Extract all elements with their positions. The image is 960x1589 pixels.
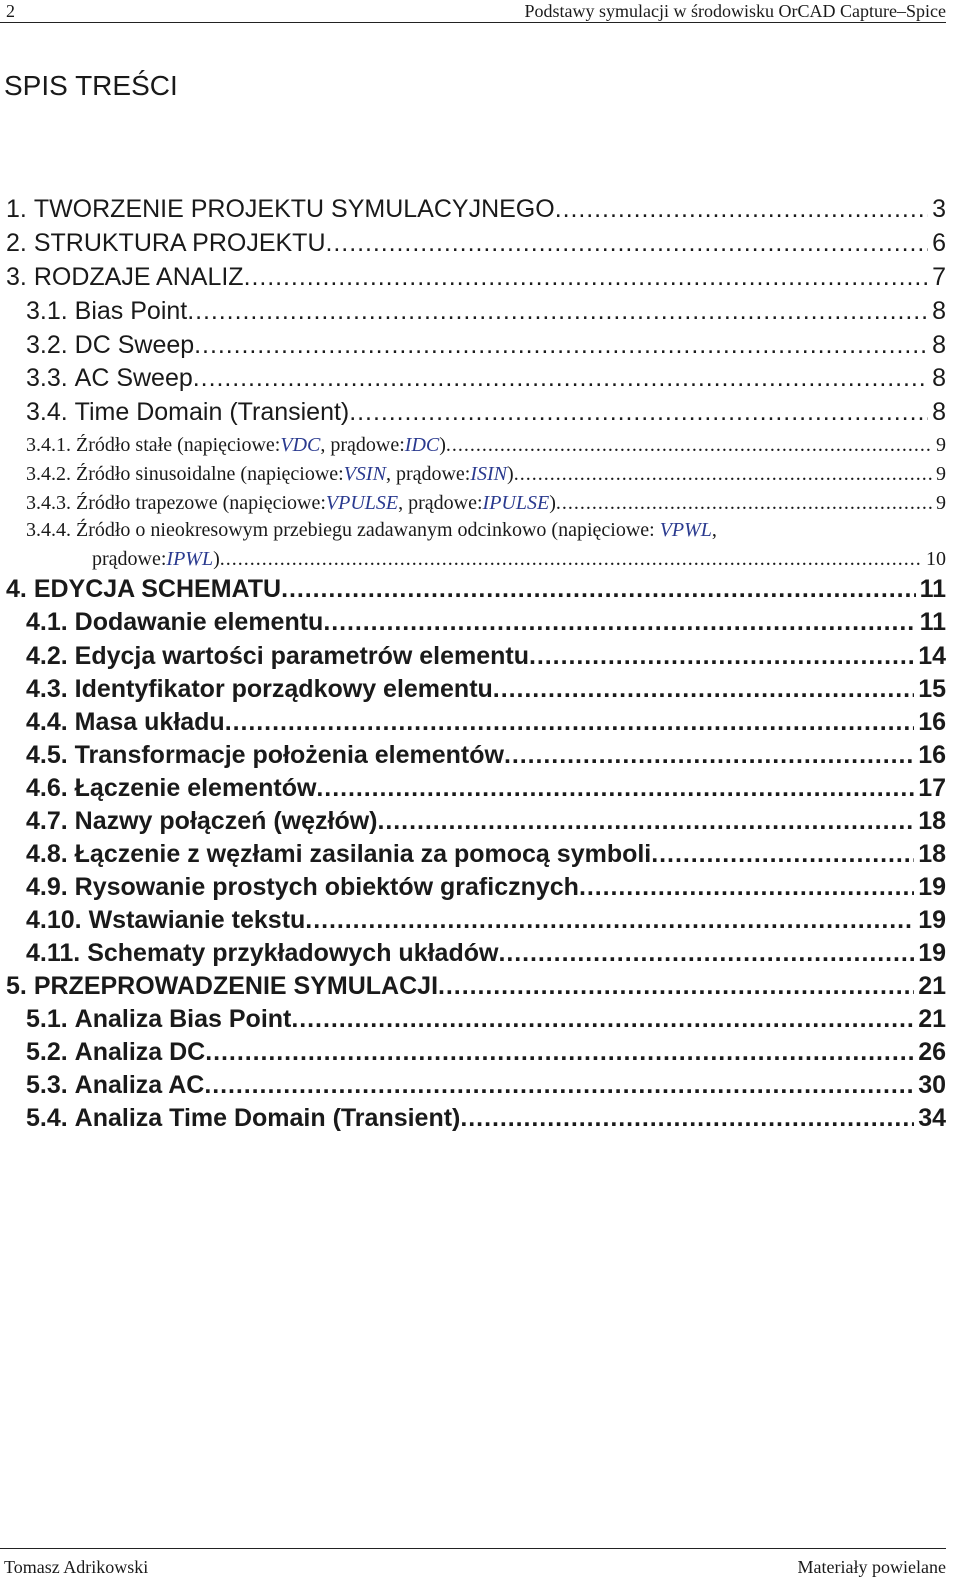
- toc-entry[interactable]: [26, 398, 946, 427]
- toc-entry-number: 4.6.: [26, 774, 68, 802]
- toc-entry[interactable]: [26, 608, 946, 637]
- toc-entry-label: , prądowe:: [320, 434, 405, 456]
- toc-entry[interactable]: [26, 434, 946, 457]
- toc-entry[interactable]: [26, 840, 946, 869]
- toc-entry-page: 8: [932, 364, 946, 392]
- dot-leader: [556, 492, 932, 515]
- page-number: 2: [6, 1, 15, 21]
- toc-entry[interactable]: [26, 807, 946, 836]
- toc-entry[interactable]: [26, 1071, 946, 1100]
- toc-entry[interactable]: [26, 1038, 946, 1067]
- toc-entry-label: ): [549, 492, 556, 514]
- toc-entry[interactable]: [26, 774, 946, 803]
- toc-entry[interactable]: [6, 972, 946, 1001]
- toc-entry-number: 2.: [6, 229, 27, 257]
- toc-entry[interactable]: [26, 463, 946, 486]
- toc-entry[interactable]: [26, 708, 946, 737]
- toc-entry-label: Nazwy połączeń (węzłów): [74, 807, 378, 835]
- toc-entry-label: EDYCJA SCHEMATU: [33, 575, 282, 603]
- toc-entry-page: 7: [932, 263, 946, 291]
- toc-entry-label: Analiza Time Domain (Transient): [74, 1104, 461, 1132]
- toc-entry-page: 8: [932, 331, 946, 359]
- toc-entry[interactable]: [26, 492, 946, 515]
- toc-entry-number: 3.2.: [26, 331, 68, 359]
- current-source-name: IPWL: [166, 548, 214, 570]
- toc-entry-number: 5.1.: [26, 1005, 68, 1033]
- dot-leader: [529, 642, 914, 671]
- toc-entry-continuation[interactable]: [92, 548, 946, 571]
- toc-entry-label: AC Sweep: [74, 364, 193, 392]
- toc-entry-page: 19: [918, 906, 946, 934]
- toc-entry-page: 16: [918, 741, 946, 769]
- toc-entry-label: ): [507, 463, 514, 485]
- toc-entry-label: Źródło stałe (napięciowe:: [76, 434, 281, 456]
- dot-leader: [305, 906, 914, 935]
- running-title: Podstawy symulacji w środowisku OrCAD Capture–Spice: [524, 1, 946, 21]
- current-source-name: IPULSE: [482, 492, 550, 514]
- toc-entry-page: 6: [932, 229, 946, 257]
- toc-entry[interactable]: [26, 364, 946, 393]
- toc-entry-label: Wstawianie tekstu: [88, 906, 306, 934]
- dot-leader: [326, 229, 929, 258]
- toc-entry-number: 4.9.: [26, 873, 68, 901]
- dot-leader: [555, 195, 928, 224]
- dot-leader: [316, 774, 914, 803]
- dot-leader: [220, 548, 922, 571]
- toc-entry[interactable]: [26, 1104, 946, 1133]
- toc-entry-page: 15: [918, 675, 946, 703]
- dot-leader: [378, 807, 915, 836]
- toc-entry-number: 4.5.: [26, 741, 68, 769]
- toc-entry-label: Dodawanie elementu: [74, 608, 324, 636]
- toc-entry[interactable]: [26, 331, 946, 360]
- toc-entry-page: 14: [918, 642, 946, 670]
- footer-author: Tomasz Adrikowski: [4, 1557, 149, 1577]
- toc-entry-number: 5.: [6, 972, 27, 1000]
- dot-leader: [204, 1071, 914, 1100]
- current-source-name: IDC: [404, 434, 440, 456]
- toc-entry-label: Łączenie z węzłami zasilania za pomocą symboli: [74, 840, 652, 868]
- dot-leader: [504, 741, 914, 770]
- toc-entry-number: 4.1.: [26, 608, 68, 636]
- toc-entry-number: 3.4.1.: [26, 434, 71, 456]
- toc-entry[interactable]: [26, 297, 946, 326]
- toc-entry-label: , prądowe:: [398, 492, 483, 514]
- toc-entry[interactable]: [26, 675, 946, 704]
- toc-entry-number: 3.1.: [26, 297, 68, 325]
- toc-entry-label: Źródło sinusoidalne (napięciowe:: [76, 463, 344, 485]
- dot-leader: [498, 939, 914, 968]
- toc-entry-label: Łączenie elementów: [74, 774, 317, 802]
- toc-entry-page: 26: [918, 1038, 946, 1066]
- voltage-source-name: VDC: [280, 434, 321, 456]
- toc-entry-page: 9: [936, 463, 946, 485]
- toc-entry-label: Edycja wartości parametrów elementu: [74, 642, 529, 670]
- toc-entry-page: 18: [918, 807, 946, 835]
- toc-entry[interactable]: [26, 939, 946, 968]
- dot-leader: [187, 297, 928, 326]
- toc-entry-label: Analiza AC: [74, 1071, 205, 1099]
- toc-entry-page: 8: [932, 297, 946, 325]
- dot-leader: [446, 434, 932, 457]
- toc-entry-page: 30: [918, 1071, 946, 1099]
- dot-leader: [193, 364, 928, 393]
- toc-entry-page: 21: [918, 1005, 946, 1033]
- dot-leader: [579, 873, 914, 902]
- toc-entry-label: TWORZENIE PROJEKTU SYMULACYJNEGO: [33, 195, 555, 223]
- toc-entry[interactable]: [26, 741, 946, 770]
- toc-entry-number: 3.4.: [26, 398, 68, 426]
- toc-entry[interactable]: [6, 575, 946, 604]
- toc-entry-number: 4.4.: [26, 708, 68, 736]
- toc-entry[interactable]: [6, 195, 946, 224]
- voltage-source-name: VPWL: [659, 519, 712, 541]
- dot-leader: [514, 463, 932, 486]
- current-source-name: ISIN: [470, 463, 508, 485]
- toc-entry-number: 4.: [6, 575, 27, 603]
- dot-leader: [225, 708, 914, 737]
- toc-entry[interactable]: [26, 1005, 946, 1034]
- toc-entry-label: Źródło o nieokresowym przebiegu zadawanym odcinkowo (napięciowe:: [76, 519, 660, 541]
- toc-entry-label: ,: [711, 519, 717, 541]
- toc-entry-number: 5.4.: [26, 1104, 68, 1132]
- dot-leader: [281, 575, 916, 604]
- toc-entry-page: 19: [918, 939, 946, 967]
- dot-leader: [205, 1038, 914, 1067]
- toc-entry-page: 10: [926, 548, 946, 570]
- toc-entry-number: 3.4.2.: [26, 463, 71, 485]
- toc-entry-label: Rysowanie prostych obiektów graficznych: [74, 873, 579, 901]
- toc-entry[interactable]: [26, 642, 946, 671]
- toc-entry-number: 4.7.: [26, 807, 68, 835]
- toc-entry-number: 3.3.: [26, 364, 68, 392]
- toc-entry-number: 1.: [6, 195, 27, 223]
- footer-note: Materiały powielane: [797, 1557, 946, 1577]
- toc-entry-page: 11: [919, 608, 946, 636]
- toc-entry-label: STRUKTURA PROJEKTU: [33, 229, 326, 257]
- toc-entry-number: 4.10.: [26, 906, 82, 934]
- toc-entry-page: 19: [918, 873, 946, 901]
- toc-entry-label: Transformacje położenia elementów: [74, 741, 504, 769]
- toc-entry-label: ): [439, 434, 446, 456]
- toc-entry-label: prądowe:: [92, 548, 167, 570]
- toc-entry-label: Bias Point: [74, 297, 188, 325]
- toc-heading: SPIS TREŚCI: [4, 70, 178, 101]
- dot-leader: [194, 331, 928, 360]
- toc-entry[interactable]: [26, 519, 717, 542]
- toc-entry[interactable]: [6, 263, 946, 292]
- toc-entry-number: 4.11.: [26, 939, 81, 967]
- dot-leader: [460, 1104, 914, 1133]
- page-footer: [0, 1548, 946, 1585]
- dot-leader: [291, 1005, 914, 1034]
- dot-leader: [349, 398, 928, 427]
- toc-entry-page: 17: [918, 774, 946, 802]
- toc-entry-number: 4.2.: [26, 642, 68, 670]
- voltage-source-name: VSIN: [343, 463, 386, 485]
- voltage-source-name: VPULSE: [325, 492, 399, 514]
- toc-entry-label: Schematy przykładowych układów: [87, 939, 499, 967]
- toc-entry-number: 5.3.: [26, 1071, 68, 1099]
- toc-entry-page: 9: [936, 434, 946, 456]
- toc-entry-label: , prądowe:: [385, 463, 471, 485]
- toc-entry[interactable]: [26, 873, 946, 902]
- toc-entry-page: 16: [918, 708, 946, 736]
- toc-entry-page: 11: [919, 575, 946, 603]
- toc-entry-page: 8: [932, 398, 946, 426]
- dot-leader: [244, 263, 929, 292]
- toc-entry-label: Źródło trapezowe (napięciowe:: [76, 492, 326, 514]
- dot-leader: [651, 840, 914, 869]
- toc-entry-number: 3.4.4.: [26, 519, 71, 541]
- toc-entry-number: 5.2.: [26, 1038, 68, 1066]
- toc-entry-number: 3.: [6, 263, 27, 291]
- toc-entry-number: 3.4.3.: [26, 492, 71, 514]
- toc-entry-label: Analiza Bias Point: [74, 1005, 292, 1033]
- toc-entry[interactable]: [6, 229, 946, 258]
- toc-entry-label: PRZEPROWADZENIE SYMULACJI: [33, 972, 439, 1000]
- toc-entry-number: 4.3.: [26, 675, 68, 703]
- toc-entry-label: Identyfikator porządkowy elementu: [74, 675, 493, 703]
- toc-entry[interactable]: [26, 906, 946, 935]
- toc-entry-page: 9: [936, 492, 946, 514]
- toc-entry-label: ): [213, 548, 220, 570]
- toc-entry-page: 18: [918, 840, 946, 868]
- toc-entry-label: Time Domain (Transient): [74, 398, 350, 426]
- toc-entry-label: Analiza DC: [74, 1038, 206, 1066]
- dot-leader: [323, 608, 915, 637]
- toc-entry-label: DC Sweep: [74, 331, 195, 359]
- toc-entry-page: 21: [918, 972, 946, 1000]
- toc-entry-label: Masa układu: [74, 708, 225, 736]
- toc-entry-number: 4.8.: [26, 840, 68, 868]
- toc-entry-label: RODZAJE ANALIZ: [33, 263, 244, 291]
- dot-leader: [438, 972, 914, 1001]
- toc-entry-page: 3: [932, 195, 946, 223]
- toc-entry-page: 34: [918, 1104, 946, 1132]
- dot-leader: [493, 675, 914, 704]
